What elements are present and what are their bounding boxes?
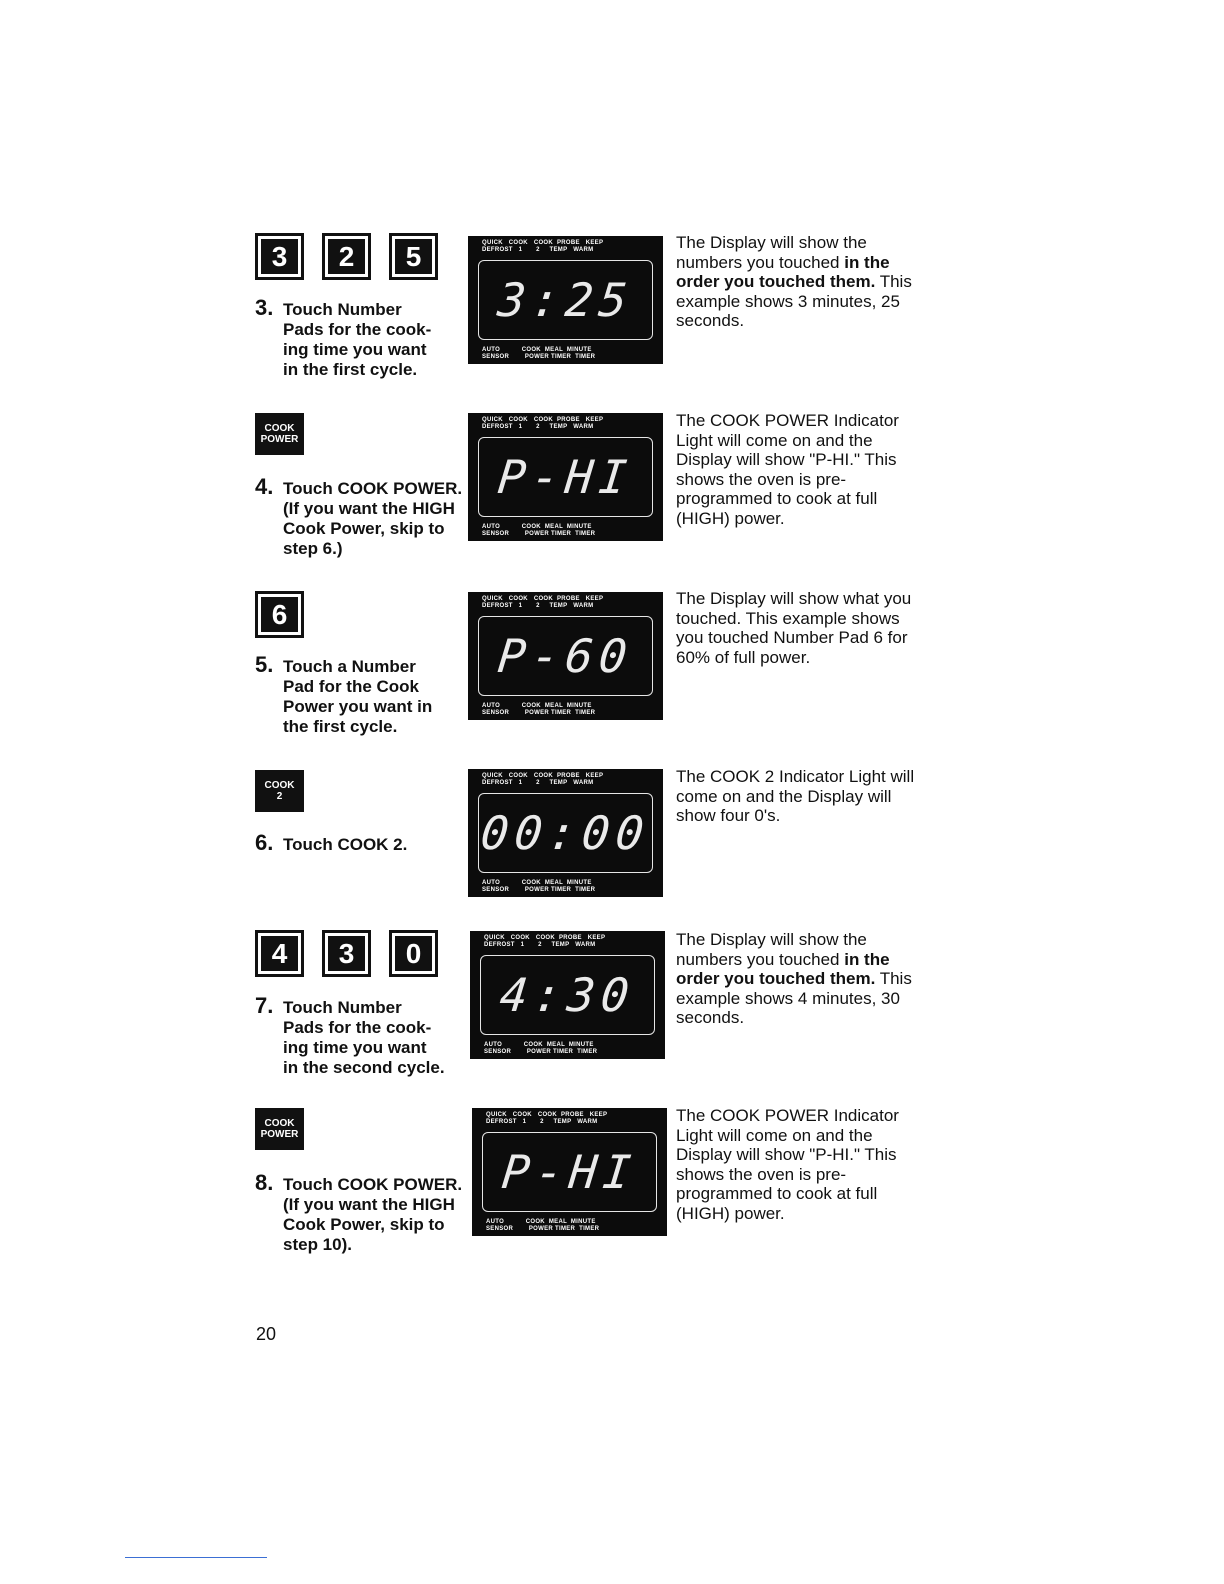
panel-top-labels (482, 596, 649, 610)
step-description: The Display will show the numbers you touched in the order you touched them. This example shows 3 minutes, 25 seconds. (676, 233, 912, 330)
display-readout: 4:30 (497, 968, 638, 1022)
panel-bottom-label-text: AUTO COOK MEAL MINUTE SENSOR POWER TIMER TIMER (482, 347, 596, 360)
display-panel (468, 592, 663, 720)
panel-top-label-text: QUICK COOK COOK PROBE KEEP DEFROST 1 2 TEMP WARM (482, 773, 604, 786)
step-instruction: 5. Touch a Number Pad for the Cook Power you want in the first cycle. (255, 652, 433, 736)
step-number: 4. (255, 474, 274, 499)
display-readout: P-60 (495, 629, 636, 683)
display-screen (478, 616, 653, 696)
display-panel (472, 1108, 667, 1236)
display-readout: 00:00 (478, 806, 653, 860)
step-instruction: 6. Touch COOK 2. (255, 830, 408, 855)
number-pad-4[interactable]: 4 (255, 930, 304, 977)
panel-top-labels (482, 240, 649, 254)
step-description: The COOK POWER Indicator Light will come on and the Display will show "P-HI." This shows the oven is pre-programmed to cook at full (HIGH) power. (676, 411, 899, 528)
number-pad-0[interactable]: 0 (389, 930, 438, 977)
display-readout: 3:25 (495, 273, 636, 327)
panel-top-labels (482, 417, 649, 431)
panel-top-label-text: QUICK COOK COOK PROBE KEEP DEFROST 1 2 TEMP WARM (482, 240, 604, 253)
panel-top-label-text: QUICK COOK COOK PROBE KEEP DEFROST 1 2 TEMP WARM (484, 935, 606, 948)
display-screen (480, 955, 655, 1035)
number-pad-5[interactable]: 5 (389, 233, 438, 280)
step-number: 5. (255, 652, 274, 677)
step-instruction: 7. Touch Number Pads for the cook- ing time you want in the second cycle. (255, 993, 445, 1077)
panel-bottom-labels (484, 1042, 651, 1056)
display-screen (478, 793, 653, 873)
display-panel (468, 413, 663, 541)
panel-bottom-label-text: AUTO COOK MEAL MINUTE SENSOR POWER TIMER TIMER (482, 880, 596, 893)
display-panel (470, 931, 665, 1059)
display-panel (468, 769, 663, 897)
number-pad-2[interactable]: 2 (322, 233, 371, 280)
panel-top-labels (486, 1112, 653, 1126)
panel-bottom-labels (482, 524, 649, 538)
panel-top-labels (484, 935, 651, 949)
panel-bottom-labels (482, 880, 649, 894)
display-screen (482, 1132, 657, 1212)
display-readout: P-HI (495, 450, 636, 504)
panel-bottom-labels (486, 1219, 653, 1233)
display-screen (478, 260, 653, 340)
number-pads (255, 591, 304, 638)
panel-top-label-text: QUICK COOK COOK PROBE KEEP DEFROST 1 2 TEMP WARM (482, 596, 604, 609)
footer-rule (125, 1557, 267, 1558)
step-description: The Display will show the numbers you touched in the order you touched them. This example shows 4 minutes, 30 seconds. (676, 930, 912, 1027)
number-pad-3[interactable]: 3 (255, 233, 304, 280)
step-description: The COOK POWER Indicator Light will come on and the Display will show "P-HI." This shows the oven is pre-programmed to cook at full (HIGH) power. (676, 1106, 899, 1223)
panel-bottom-label-text: AUTO COOK MEAL MINUTE SENSOR POWER TIMER TIMER (486, 1219, 600, 1232)
panel-bottom-label-text: AUTO COOK MEAL MINUTE SENSOR POWER TIMER TIMER (484, 1042, 598, 1055)
panel-top-label-text: QUICK COOK COOK PROBE KEEP DEFROST 1 2 TEMP WARM (482, 417, 604, 430)
cook-2-pad-group (255, 770, 304, 812)
cook-power-pad-group (255, 1108, 304, 1150)
number-pads (255, 233, 438, 280)
number-pad-3[interactable]: 3 (322, 930, 371, 977)
cook-power-pad[interactable]: COOK POWER (255, 413, 304, 455)
panel-bottom-label-text: AUTO COOK MEAL MINUTE SENSOR POWER TIMER TIMER (482, 703, 596, 716)
cook-power-pad-group (255, 413, 304, 455)
panel-bottom-labels (482, 347, 649, 361)
step-number: 6. (255, 830, 274, 855)
panel-top-label-text: QUICK COOK COOK PROBE KEEP DEFROST 1 2 TEMP WARM (486, 1112, 608, 1125)
panel-top-labels (482, 773, 649, 787)
display-screen (478, 437, 653, 517)
display-panel (468, 236, 663, 364)
cook-power-pad[interactable]: COOK POWER (255, 1108, 304, 1150)
step-instruction: 3. Touch Number Pads for the cook- ing time you want in the first cycle. (255, 295, 432, 379)
step-description: The COOK 2 Indicator Light will come on and the Display will show four 0's. (676, 767, 915, 825)
panel-bottom-label-text: AUTO COOK MEAL MINUTE SENSOR POWER TIMER TIMER (482, 524, 596, 537)
step-instruction: 4. Touch COOK POWER. (If you want the HIGH Cook Power, skip to step 6.) (255, 474, 463, 558)
panel-bottom-labels (482, 703, 649, 717)
display-readout: P-HI (499, 1145, 640, 1199)
number-pads (255, 930, 438, 977)
page-number: 20 (256, 1324, 277, 1344)
step-number: 7. (255, 993, 274, 1018)
number-pad-6[interactable]: 6 (255, 591, 304, 638)
step-instruction: 8. Touch COOK POWER. (If you want the HIGH Cook Power, skip to step 10). (255, 1170, 463, 1254)
step-description: The Display will show what you touched. This example shows you touched Number Pad 6 for 60% of full power. (676, 589, 912, 667)
cook-2-pad[interactable]: COOK 2 (255, 770, 304, 812)
step-number: 3. (255, 295, 274, 320)
step-number: 8. (255, 1170, 274, 1195)
